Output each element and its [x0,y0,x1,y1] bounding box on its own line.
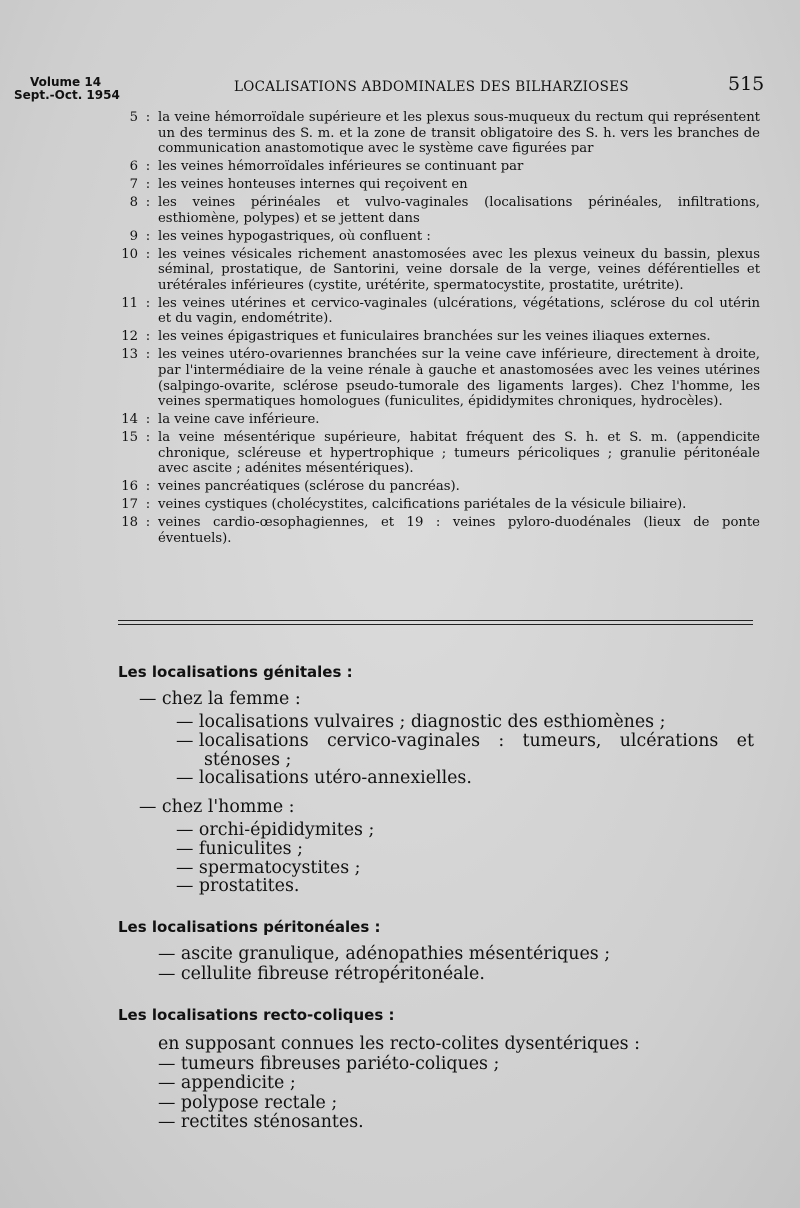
item-number: 13 [121,347,138,363]
item-colon: : [145,412,151,428]
list-item: — spermatocystites ; [176,858,361,878]
item-number: 17 [121,497,138,513]
item-text: les veines périnéales et vulvo-vaginales (localisations périnéales, infiltrations, esthiomène, polypes) et se jettent dans [158,195,760,226]
list-item [112,247,760,294]
text-fragment: ulcérations [619,731,719,751]
veins-list [112,110,760,549]
item-number: 5 [129,110,138,125]
item-number: 11 [121,295,138,311]
item-number: 15 [121,430,138,446]
item-text: les veines honteuses internes qui reçoivent en [158,177,468,193]
item-number: 9 [129,228,138,244]
item-text: les veines vésicales richement anastomosées avec les plexus veineux du bassin, plexus séminal, prostatique, de Santorini, veine dorsale de la verge, veines déférentielles et urétérales inférieures (cystite, urétérite, spermatocystite, prostatite, urétrite). [158,246,760,293]
list-item [112,515,760,546]
section-divider [118,620,753,621]
list-item [112,430,760,477]
list-item [112,177,760,193]
item-colon: : [145,295,151,311]
item-text: la veine mésentérique supérieure, habitat fréquent des S. h. et S. m. (appendicite chronique, scléreuse et hypertrophique ; tumeurs péricoliques ; granulie péritonéale avec ascite ; adénites mésentériques). [158,430,760,477]
item-text: les veines utérines et cervico-vaginales (ulcérations, végétations, sclérose du col utérin et du vagin, endométrite). [158,295,760,327]
text-fragment: et [736,731,754,751]
item-text: veines pancréatiques (sclérose du pancréas). [158,479,460,495]
text-fragment: : [498,731,505,751]
item-text: veines cystiques (cholécystites, calcifications pariétales de la vésicule biliaire). [158,497,687,513]
item-text: les veines épigastriques et funiculaires branchées sur les veines iliaques externes. [158,329,711,345]
item-text: les veines hypogastriques, où confluent : [158,228,431,244]
item-colon: : [145,515,151,531]
list-item [112,412,760,428]
item-colon: : [145,110,151,125]
item-colon: : [145,246,151,262]
section-divider [118,624,753,625]
volume-info [14,76,120,102]
list-item: — rectites sténosantes. [158,1112,364,1132]
item-colon: : [145,228,151,244]
item-colon: : [145,497,151,513]
section-heading-genitales: Les localisations génitales : [118,663,353,681]
item-text: les veines hémorroïdales inférieures se continuant par [158,159,524,175]
item-colon: : [145,329,151,345]
volume-number: Volume 14 [30,75,102,89]
item-number: 10 [121,246,138,262]
list-item: — localisations utéro-annexielles. [176,768,472,788]
item-colon: : [145,177,151,193]
list-item [112,229,760,245]
list-item: — orchi-épididymites ; [176,820,375,840]
list-item: — chez la femme : [139,689,301,709]
issue-date: Sept.-Oct. 1954 [14,88,120,102]
section-heading-peritoneales: Les localisations péritonéales : [118,918,381,936]
list-item [112,296,760,327]
item-text: veines cardio-œsophagiennes, et 19 : veines pyloro-duodénales (lieux de ponte éventuels). [158,515,760,546]
list-item: — polypose rectale ; [158,1093,338,1113]
list-item-continuation: sténoses ; [204,750,292,770]
list-item: — tumeurs fibreuses pariéto-coliques ; [158,1054,500,1074]
list-item: — cellulite fibreuse rétropéritonéale. [158,964,485,984]
list-item [112,329,760,345]
list-item [176,731,754,751]
section-heading-recto-coliques: Les localisations recto-coliques : [118,1006,395,1024]
item-colon: : [145,430,151,446]
list-item [112,479,760,495]
list-item: — ascite granulique, adénopathies mésentériques ; [158,944,611,964]
text-fragment: — localisations [176,731,309,751]
list-item [112,195,760,226]
item-number: 14 [121,412,138,428]
text-fragment: cervico-vaginales [326,731,480,751]
list-item: — appendicite ; [158,1073,296,1093]
item-number: 7 [129,177,138,193]
page-number: 515 [728,73,765,95]
list-item: — funiculites ; [176,839,303,859]
item-number: 6 [129,159,138,175]
item-colon: : [145,195,151,211]
intro-text: en supposant connues les recto-colites dysentériques : [158,1034,640,1054]
item-number: 16 [121,479,138,495]
list-item: — prostatites. [176,876,300,896]
item-text: les veines utéro-ovariennes branchées sur la veine cave inférieure, directement à droite, par l'intermédiaire de la veine rénale à gauche et anastomosées avec les veines utérines (salpingo-ovarite, sclérose pseudo-tumorale des ligaments larges). Chez l'homme, les veines spermatiques homologues (funiculites, épididymites chroniques, hydrocèles). [158,347,760,410]
item-number: 8 [129,195,138,211]
list-item: — chez l'homme : [139,797,295,817]
text-fragment: tumeurs, [522,731,602,751]
item-text: la veine cave inférieure. [158,412,320,428]
item-colon: : [145,347,151,363]
item-text: la veine hémorroïdale supérieure et les plexus sous-muqueux du rectum qui représentent un des terminus des S. m. et la zone de transit obligatoire des S. h. vers les branches de communication anastomotique avec le système cave figurées par [158,110,760,157]
item-number: 18 [121,515,138,531]
running-title: LOCALISATIONS ABDOMINALES DES BILHARZIOSES [234,79,629,95]
list-item: — localisations vulvaires ; diagnostic des esthiomènes ; [176,712,666,732]
list-item [112,159,760,175]
item-colon: : [145,479,151,495]
list-item [112,497,760,513]
list-item [112,110,760,157]
item-number: 12 [121,329,138,345]
list-item [112,347,760,409]
item-colon: : [145,159,151,175]
